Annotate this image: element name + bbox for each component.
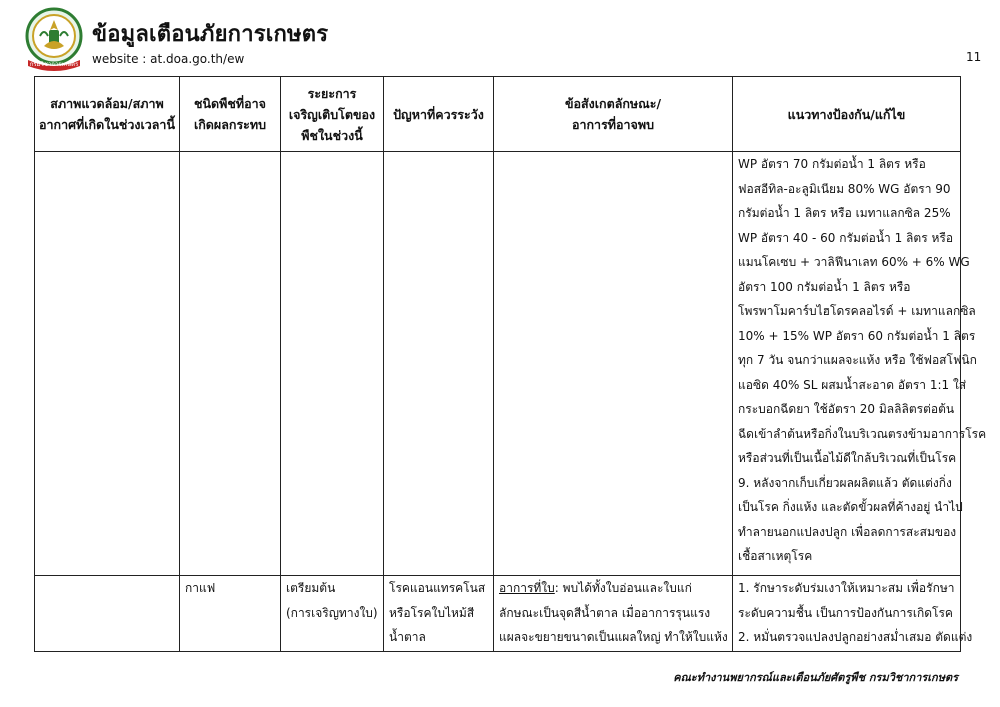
row1-solution: WP อัตรา 70 กรัมต่อน้ำ 1 ลิตร หรือ ฟอสอีทิล-อะลูมิเนียม 80% WG อัตรา 90 กรัมต่อน้ำ 1 ลิตร หรือ เมทาแลกซิล 25% WP อัตรา 40 - 60 กรัมต่อน้ำ 1 ลิตร หรือ แมนโคเซบ + วาลิฟีนาเลท 60% + 6% WG อัตรา 100 กรัมต่อน้ำ 1 ลิตร หรือ โพรพาโมคาร์บไฮโดรคลอไรด์ + เมทาแลกซิล 10% + 15% WP อัตรา 60 กรัมต่อน้ำ 1 ลิตร ทุก 7 วัน จนกว่าแผลจะแห้ง หรือ ใช้ฟอสโฟนิก แอซิด 40% SL ผสมน้ำสะอาด อัตรา 1:1 ใส่ กระบอกฉีดยา ใช้อัตรา 20 มิลลิลิตรต่อต้น ฉีดเข้าลำต้นหรือกิ่งในบริเวณตรงข้ามอาการโรค หรือส่วนที่เป็นเนื้อไม้ดีใกล้บริเวณที่เป็นโรค 9. หลังจากเก็บเกี่ยวผลผลิตแล้ว ตัดแต่งกิ่ง เป็นโรค กิ่งแห้ง และตัดขั้วผลที่ค้างอยู่ นำไป ทำลายนอกแปลงปลูก เพื่อลดการสะสมของ เชื้อสาเหตุโรค xyxy=(733,152,961,576)
warning-table xyxy=(34,76,987,652)
footer-credit: คณะทำงานพยากรณ์และเตือนภัยศัตรูพืช กรมวิชาการเกษตร xyxy=(673,671,958,684)
header-crop: ชนิดพืชที่อาจ เกิดผลกระทบ xyxy=(180,77,281,152)
svg-text:กรมวิชาการเกษตร: กรมวิชาการเกษตร xyxy=(29,61,79,68)
header-environment: สภาพแวดล้อม/สภาพ อากาศที่เกิดในช่วงเวลานี้ xyxy=(35,77,180,152)
page-title: ข้อมูลเตือนภัยการเกษตร xyxy=(92,22,329,47)
document-header xyxy=(22,6,982,70)
row2-solution: 1. รักษาระดับร่มเงาให้เหมาะสม เพื่อรักษา ระดับความชื้น เป็นการป้องกันการเกิดโรค 2. หมั่นตรวจแปลงปลูกอย่างสม่ำเสมอ ตัดแต่ง xyxy=(733,576,961,652)
row1-crop xyxy=(180,152,281,576)
row2-stage: เตรียมต้น (การเจริญทางใบ) xyxy=(281,576,384,652)
header-problem: ปัญหาที่ควรระวัง xyxy=(384,77,494,152)
row2-environment xyxy=(35,576,180,652)
doa-logo xyxy=(22,6,86,70)
doa-seal-icon xyxy=(22,6,86,70)
row1-environment xyxy=(35,152,180,576)
row1-stage xyxy=(281,152,384,576)
table-row xyxy=(35,576,961,652)
header-solution: แนวทางป้องกัน/แก้ไข xyxy=(733,77,961,152)
row2-symptoms: อาการที่ใบ: พบได้ทั้งใบอ่อนและใบแก่ ลักษณะเป็นจุดสีน้ำตาล เมื่ออาการรุนแรง แผลจะขยายขนาดเป็นแผลใหญ่ ทำให้ใบแห้ง xyxy=(494,576,733,652)
table-row xyxy=(35,152,961,576)
row2-crop: กาแฟ xyxy=(180,576,281,652)
table-header-row xyxy=(35,77,961,152)
row2-problem: โรคแอนแทรคโนส หรือโรคใบไหม้สี น้ำตาล xyxy=(384,576,494,652)
page-number: 11 xyxy=(966,50,982,64)
row1-problem xyxy=(384,152,494,576)
website-url: website : at.doa.go.th/ew xyxy=(92,52,245,66)
header-symptoms: ข้อสังเกตลักษณะ/ อาการที่อาจพบ xyxy=(494,77,733,152)
symptom-label: อาการที่ใบ xyxy=(499,581,555,595)
header-growth-stage: ระยะการ เจริญเติบโตของ พืชในช่วงนี้ xyxy=(281,77,384,152)
row1-symptoms xyxy=(494,152,733,576)
